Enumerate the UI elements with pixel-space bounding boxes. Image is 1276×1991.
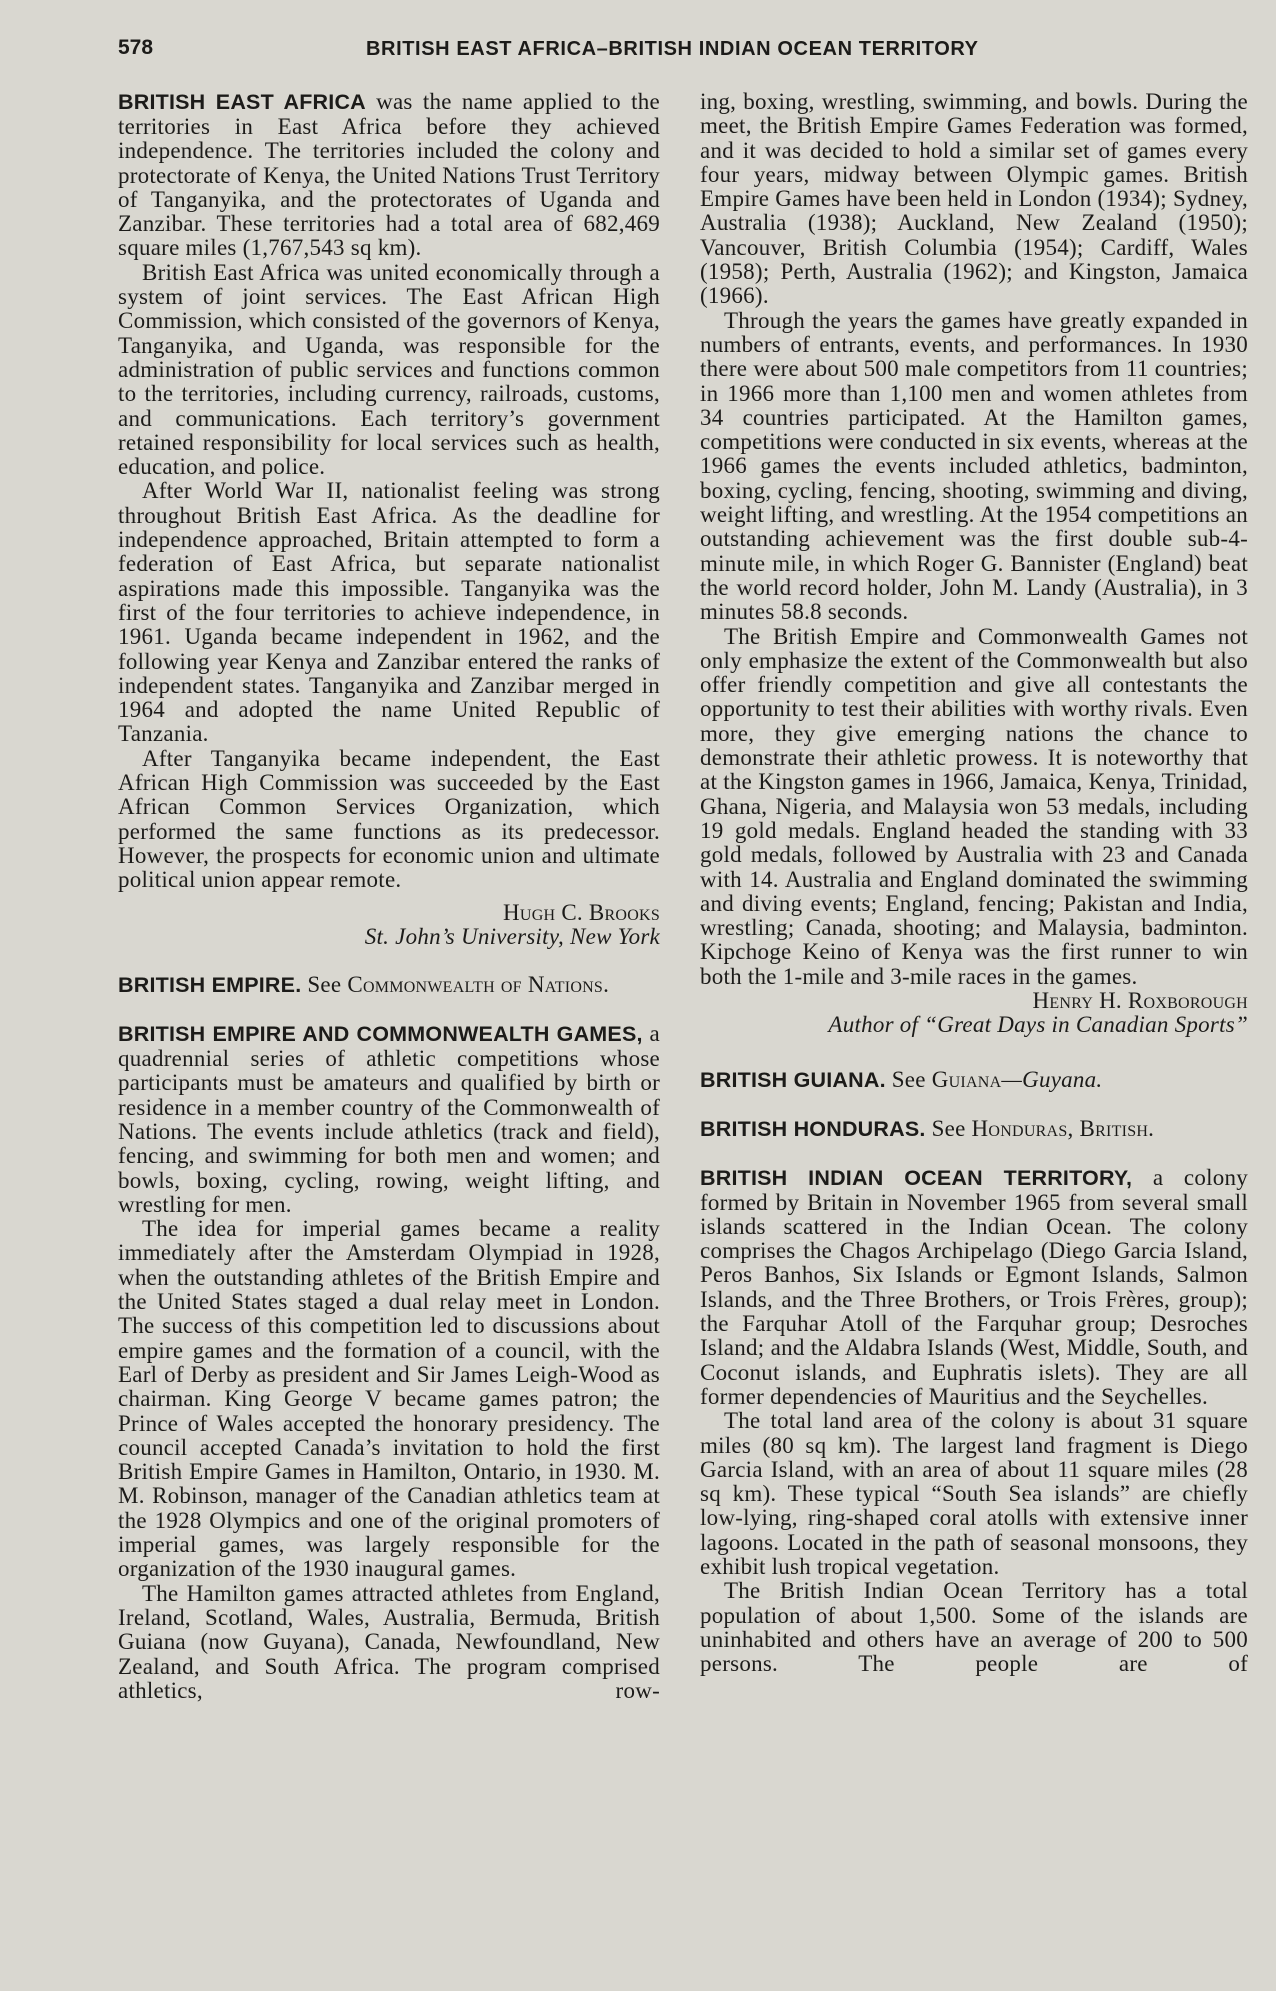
cross-reference-link[interactable]: Honduras, British. <box>971 1115 1155 1141</box>
author-signature <box>700 989 1248 1013</box>
entry-british-empire-games <box>118 1022 660 1217</box>
right-column <box>700 90 1248 1677</box>
entry-british-empire <box>118 973 660 998</box>
entry-headword: BRITISH INDIAN OCEAN TERRITORY, <box>700 1165 1133 1190</box>
entry-text: a quadrennial series of athletic competitions whose participants must be amateurs and qualified by birth or residence in a member country of the Commonwealth of Nations. The events include athletics (track and field), fencing, and swimming for both men and women; and bowls, boxing, cycling, rowing, weight lifting, and wrestling for men. <box>118 1021 660 1217</box>
author-affiliation-line <box>118 925 660 949</box>
paragraph: The British Empire and Commonwealth Games not only emphasize the extent of the Commonwealth but also offer friendly competition and give all contestants the opportunity to test their abilities with worthy rivals. Even more, they give emerging nations the chance to demonstrate their athletic prowess. It is noteworthy that at the Kingston games in 1966, Jamaica, Kenya, Trinidad, Ghana, Nigeria, and Malaysia won 53 medals, including 19 gold medals. England headed the standing with 33 gold medals, followed by Australia with 23 and Canada with 14. Australia and England dominated the swimming and diving events; England, fencing; Pakistan and India, wrestling; Canada, shooting; and Malaysia, badminton. Kipchoge Keino of Kenya was the first runner to win both the 1-mile and 3-mile races in the games. <box>700 623 1248 989</box>
entry-headword: BRITISH EAST AFRICA <box>118 90 366 114</box>
author-name: Hugh C. Brooks <box>503 899 660 925</box>
entry-british-honduras <box>700 1117 1248 1142</box>
author-name: Henry H. Roxborough <box>1032 987 1248 1013</box>
entry-headword: BRITISH EMPIRE AND COMMONWEALTH GAMES, <box>118 1022 643 1047</box>
see-text: See <box>885 1066 932 1092</box>
entry-british-guiana <box>700 1068 1248 1093</box>
paragraph: After Tanganyika became independent, the East African High Commission was succeeded by the East African Common Services Organization, which performed the same functions as its predecessor. However, the prospects for economic union and ultimate political union appear remote. <box>118 745 660 893</box>
entry-headword: BRITISH GUIANA. <box>700 1067 886 1092</box>
author-affiliation: Author of “Great Days in Canadian Sports” <box>828 1012 1248 1038</box>
paragraph: British East Africa was united economically through a system of joint services. The East African High Commission, which consisted of the governors of Kenya, Tanganyika, and Uganda, was responsible for the administration of public services and functions common to the territories, including currency, railroads, customs, and communications. Each territory’s government retained responsibility for local services such as health, education, and police. <box>118 259 660 480</box>
entry-headword: BRITISH EMPIRE. <box>118 973 302 998</box>
running-head: BRITISH EAST AFRICA–BRITISH INDIAN OCEAN TERRITORY <box>366 38 979 60</box>
author-affiliation: St. John’s University, New York <box>364 923 660 949</box>
cross-reference-link[interactable]: Commonwealth of Nations. <box>347 972 610 998</box>
paragraph: Through the years the games have greatly expanded in numbers of entrants, events, and performances. In 1930 there were about 500 male competitors from 11 countries; in 1966 more than 1,100 men and women athletes from 34 countries participated. At the Hamilton games, competitions were conducted in six events, whereas at the 1966 games the events included athletics, badminton, boxing, cycling, fencing, shooting, swimming and diving, weight lifting, and wrestling. At the 1954 competitions an outstanding achievement was the first double sub-4-minute mile, in which Roger G. Bannister (England) beat the world record holder, John M. Landy (Australia), in 3 minutes 58.8 seconds. <box>700 307 1248 625</box>
cross-reference-italic[interactable]: —Guyana. <box>1001 1066 1103 1092</box>
see-text: See <box>925 1115 972 1141</box>
entry-text: was the name applied to the territories in East Africa before they achieved independence. The territories included the colony and protectorate of Kenya, the United Nations Trust Territory of Tanganyika, and the protectorates of Uganda and Zanzibar. These territories had a total area of 682,469 square miles (1,767,543 sq km). <box>118 89 660 261</box>
paragraph: The idea for imperial games became a reality immediately after the Amsterdam Olympiad in 1928, when the outstanding athletes of the British Empire and the United States staged a dual relay meet in London. The success of this competition led to discussions about empire games and the formation of a council, with the Earl of Derby as president and Sir James Leigh-Wood as chairman. King George V became games patron; the Prince of Wales accepted the honorary presidency. The council accepted Canada’s invitation to hold the first British Empire Games in Hamilton, Ontario, in 1930. M. M. Robinson, manager of the Canadian athletics team at the 1928 Olympics and one of the original promoters of imperial games, was largely responsible for the organization of the 1930 inaugural games. <box>118 1216 660 1582</box>
page-number: 578 <box>118 36 154 59</box>
paragraph: The total land area of the colony is about 31 square miles (80 sq km). The largest land fragment is Diego Garcia Island, with an area of about 11 square miles (28 sq km). These typical “South Sea islands” are chiefly low-lying, ring-shaped coral atolls with extensive inner lagoons. Located in the path of seasonal monsoons, they exhibit lush tropical vegetation. <box>700 1408 1248 1580</box>
author-signature <box>118 901 660 925</box>
author-affiliation-line <box>700 1013 1248 1037</box>
entry-british-east-africa <box>118 90 660 261</box>
entry-headword: BRITISH HONDURAS. <box>700 1116 926 1141</box>
left-column <box>118 90 660 1703</box>
see-text: See <box>301 972 348 998</box>
entry-british-indian-ocean-territory <box>700 1166 1248 1410</box>
paragraph: After World War II, nationalist feeling was strong throughout British East Africa. As the deadline for independence approached, Britain attempted to form a federation of East Africa, but separate nationalist aspirations made this impossible. Tanganyika was the first of the four territories to achieve independence, in 1961. Uganda became independent in 1962, and the following year Kenya and Zanzibar entered the ranks of independent states. Tanganyika and Zanzibar merged in 1964 and adopted the name United Republic of Tanzania. <box>118 478 660 747</box>
entry-text: a colony formed by Britain in November 1965 from several small islands scattered in the Indian Ocean. The colony comprises the Chagos Archipelago (Diego Garcia Island, Peros Banhos, Six Islands or Egmont Islands, Salmon Islands, and the Three Brothers, or Trois Frères, group); the Farquhar Atoll of the Farquhar group; Desroches Island; and the Aldabra Islands (West, Middle, South, and Coconut islands, and Euphratis islets). They are all former dependencies of Mauritius and the Seychelles. <box>700 1164 1249 1409</box>
paragraph: The Hamilton games attracted athletes from England, Ireland, Scotland, Wales, Australia, Bermuda, British Guiana (now Guyana), Canada, Newfoundland, New Zealand, and South Africa. The program comprised athletics, row- <box>118 1580 660 1703</box>
paragraph-continued: ing, boxing, wrestling, swimming, and bowls. During the meet, the British Empire Games Federation was formed, and it was decided to hold a similar set of games every four years, midway between Olympic games. British Empire Games have been held in London (1934); Sydney, Australia (1938); Auckland, New Zealand (1950); Vancouver, British Columbia (1954); Cardiff, Wales (1958); Perth, Australia (1962); and Kingston, Jamaica (1966). <box>700 89 1248 309</box>
cross-reference-link[interactable]: Guiana <box>931 1066 1002 1092</box>
paragraph: The British Indian Ocean Territory has a total population of about 1,500. Some of the islands are uninhabited and others have an average of 200 to 500 persons. The people are of <box>700 1578 1248 1677</box>
